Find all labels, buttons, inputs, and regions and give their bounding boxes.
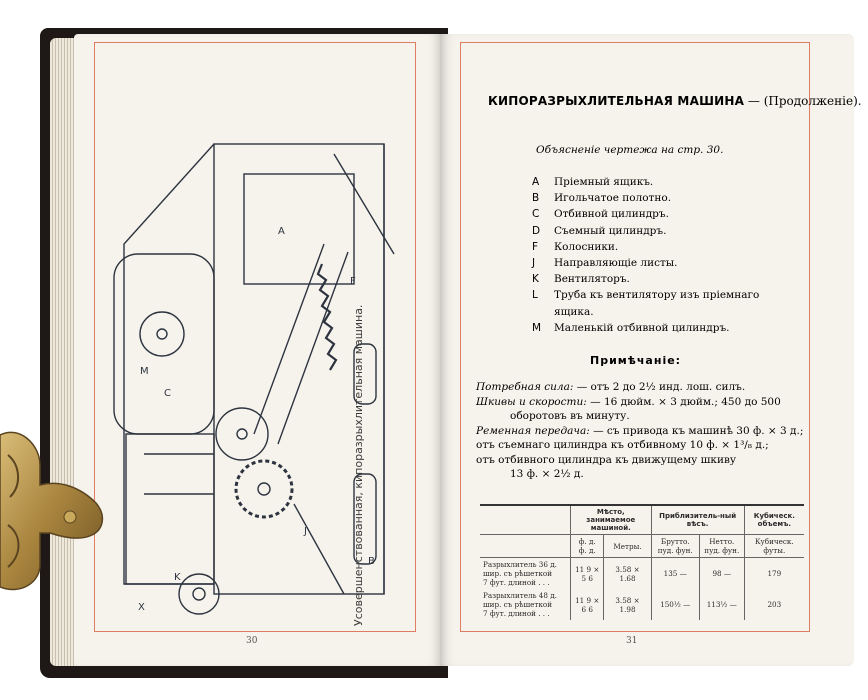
legend-item: M Маленькій отбивной цилиндръ. [532, 321, 730, 334]
left-page-number: 30 [246, 636, 258, 646]
heading-title: КИПОРАЗРЫХЛИТЕЛЬНАЯ МАШИНА [488, 94, 745, 108]
label-b: B [368, 556, 375, 567]
cell-cubic: 203 [744, 589, 804, 620]
machine-drawing [104, 134, 394, 613]
legend-item: B Игольчатое полотно. [532, 192, 672, 205]
cell-gross: 135 — [651, 558, 699, 590]
legend-item: K Вентиляторъ. [532, 273, 630, 286]
legend-item: D Съемный цилиндръ. [532, 224, 667, 237]
table-header-row [480, 505, 804, 535]
belt-line-3: отъ отбивного цилиндра къ движущему шкиву [476, 453, 737, 466]
legend-item-continuation: ящика. [554, 305, 594, 318]
power-label: Потребная сила: [476, 381, 574, 393]
note-title: Примѣчаніе: [590, 354, 682, 367]
belt-line-4: 13 ф. × 2½ д. [510, 468, 584, 480]
header-volume: Кубическ. объемъ. [744, 505, 804, 535]
belt-label: Ременная передача: [476, 424, 590, 437]
row-name: Разрыхлитель 48 д. шир. съ рѣшеткой 7 фут. длиной . . . [483, 591, 557, 618]
cell-gross: 150½ — [651, 589, 699, 620]
subheader-feet: ф. д. ф. д. [571, 535, 604, 558]
subheader-net: Нетто. пуд. фун. [699, 535, 744, 558]
legend-item: A Пріемный ящикъ. [532, 176, 654, 188]
subheader-cubic: Кубическ. футы. [744, 535, 804, 558]
label-m: M [140, 366, 149, 377]
spec-table [480, 504, 804, 620]
subheader-meters: Метры. [604, 535, 651, 558]
belt-text: — съ привода къ машинѣ 30 ф. × 3 д.; [593, 424, 804, 437]
row-name: Разрыхлитель 36 д. шир. съ рѣшеткой 7 фут. длиной . . . [480, 558, 571, 590]
brass-clasp [0, 425, 108, 595]
cell-meters: 3.58 × 1.98 [604, 589, 651, 620]
left-page [74, 34, 442, 666]
label-f: F [350, 276, 356, 287]
section-heading [488, 94, 862, 108]
legend-item: J Направляющіе листы. [532, 257, 678, 270]
table-subheader-row [480, 535, 804, 558]
pulleys-text: — 16 дюйм. × 3 дюйм.; 450 до 500 [590, 395, 781, 408]
subheader-gross: Брутто. пуд. фун. [651, 535, 699, 558]
legend-item: C Отбивной цилиндръ. [532, 208, 669, 221]
cell-meters: 3.58 × 1.68 [604, 558, 651, 590]
right-page [440, 34, 862, 666]
legend-item: L Труба къ вентилятору изъ пріемнаго [532, 289, 760, 302]
power-text: — отъ 2 до 2½ инд. лош. силъ. [576, 381, 746, 393]
drawing-explanation-title: Объясненіе чертежа на стр. 30. [536, 144, 724, 156]
heading-suffix: — (Продолженіе). [747, 94, 862, 108]
label-j: J [304, 526, 307, 537]
label-x: X [138, 602, 145, 613]
cell-net: 113½ — [699, 589, 744, 620]
label-a: A [278, 226, 285, 237]
right-page-number: 31 [626, 636, 638, 646]
header-space: Мѣсто, занимаемое машиной. [571, 505, 652, 535]
legend-item: F Колосники. [532, 240, 619, 253]
drawing-caption: Усовершенствованная, кипоразрыхлительная машина. [352, 304, 365, 626]
table-row [480, 589, 804, 620]
cell-feet: 11 9 × 6 6 [571, 589, 604, 620]
notes-block [476, 368, 806, 482]
label-c: C [164, 388, 171, 399]
label-k: K [174, 572, 181, 583]
belt-line-2: отъ съемнаго цилиндра къ отбивному 10 ф. × 1³/₈ д.; [476, 439, 769, 451]
cell-net: 98 — [699, 558, 744, 590]
legend-list [532, 174, 794, 336]
pulleys-label: Шкивы и скорости: [476, 395, 587, 408]
table-row [480, 558, 804, 590]
pulleys-continuation: оборотовъ въ минуту. [510, 410, 630, 422]
cell-cubic: 179 [744, 558, 804, 590]
header-weight: Приблизитель-ный вѣсъ. [651, 505, 744, 535]
cell-feet: 11 9 × 5 6 [571, 558, 604, 590]
